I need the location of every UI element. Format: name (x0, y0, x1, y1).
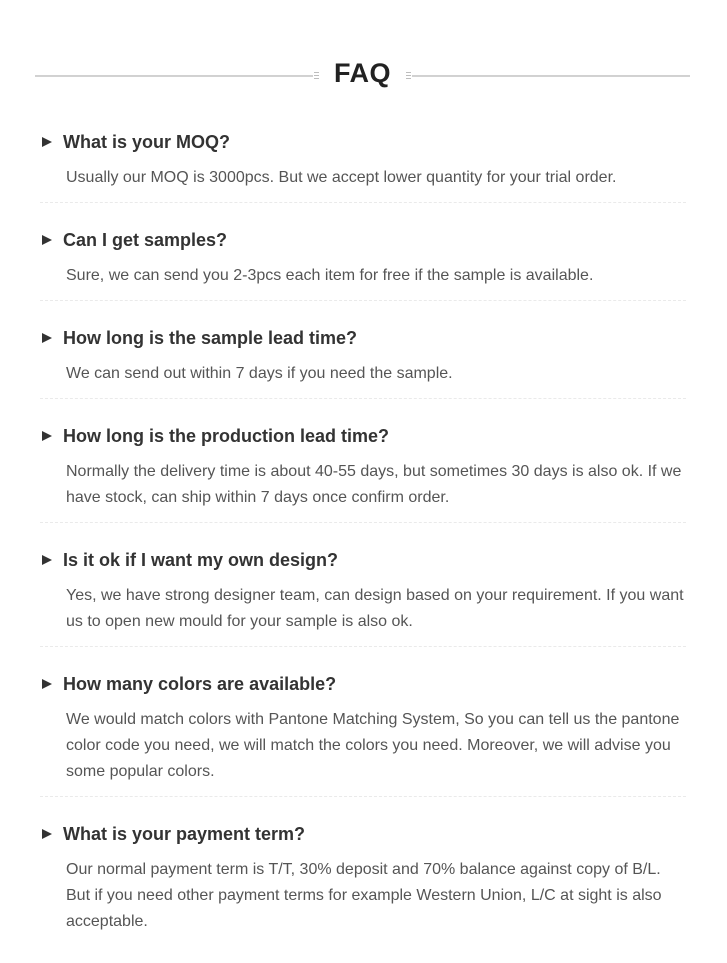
faq-question: What is your payment term? (63, 823, 306, 844)
faq-question-row[interactable] (40, 540, 686, 580)
faq-item-production-lead-time (40, 416, 686, 523)
caret-right-icon (42, 829, 52, 839)
faq-list (40, 122, 686, 963)
faq-question: How long is the sample lead time? (63, 327, 358, 348)
faq-question: Can I get samples? (63, 229, 228, 250)
faq-question-row[interactable] (40, 318, 686, 358)
faq-question: How many colors are available? (63, 673, 337, 694)
faq-question-row[interactable] (40, 220, 686, 260)
faq-question-row[interactable] (40, 122, 686, 162)
caret-right-icon (42, 235, 52, 245)
faq-question: How long is the production lead time? (63, 425, 390, 446)
faq-answer: Yes, we have strong designer team, can design based on your requirement. If you want us to open new mould for your sample is also ok. (66, 587, 684, 630)
faq-item-samples (40, 220, 686, 301)
caret-right-icon (42, 679, 52, 689)
caret-right-icon (42, 555, 52, 565)
faq-question: Is it ok if I want my own design? (63, 549, 339, 570)
faq-question: What is your MOQ? (63, 131, 231, 152)
faq-question-row[interactable] (40, 416, 686, 456)
faq-answer: Sure, we can send you 2-3pcs each item for free if the sample is available. (66, 267, 594, 284)
header-divider-right (412, 75, 690, 77)
faq-answer: Normally the delivery time is about 40-55 days, but sometimes 30 days is also ok. If we have stock, can ship within 7 days once confirm order. (66, 463, 682, 506)
header-dots-right (406, 72, 411, 80)
faq-question-row[interactable] (40, 664, 686, 704)
caret-right-icon (42, 137, 52, 147)
caret-right-icon (42, 333, 52, 343)
faq-item-colors (40, 664, 686, 797)
faq-answer: Usually our MOQ is 3000pcs. But we accept lower quantity for your trial order. (66, 169, 617, 186)
faq-answer: We would match colors with Pantone Matching System, So you can tell us the pantone color code you need, we will match the colors you need. Moreover, we will advise you some popular colors. (66, 711, 680, 780)
faq-question-row[interactable] (40, 814, 686, 854)
faq-answer: We can send out within 7 days if you need the sample. (66, 365, 453, 382)
faq-answer: Our normal payment term is T/T, 30% deposit and 70% balance against copy of B/L. But if you need other payment terms for example Western Union, L/C at sight is also acceptable. (66, 861, 662, 930)
caret-right-icon (42, 431, 52, 441)
faq-item-payment-term (40, 814, 686, 946)
faq-item-sample-lead-time (40, 318, 686, 399)
faq-header (35, 56, 690, 96)
page-title: FAQ (333, 58, 391, 88)
faq-item-own-design (40, 540, 686, 647)
faq-item-moq (40, 122, 686, 203)
